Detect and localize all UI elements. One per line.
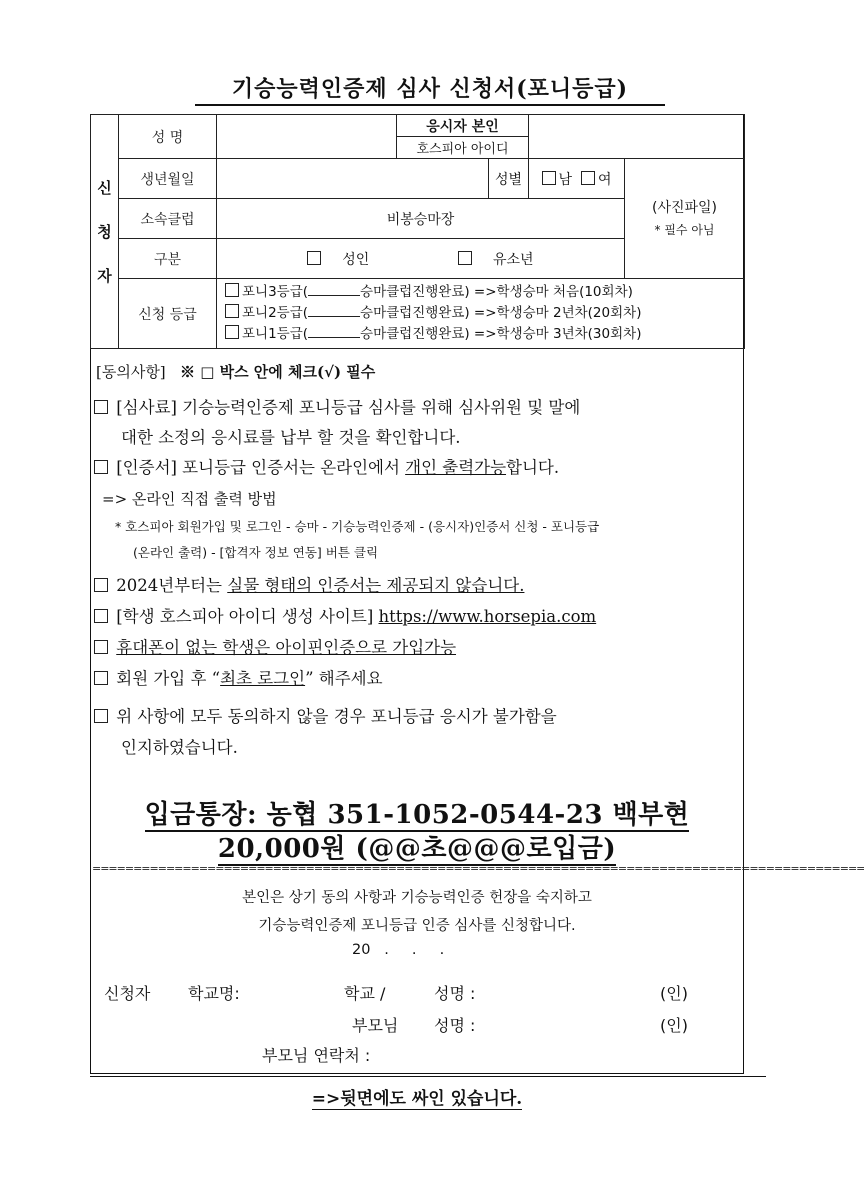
parent-seal: (인): [660, 1016, 688, 1035]
male-label: 남: [558, 171, 573, 188]
login-underlined: 최초 로그인: [220, 669, 306, 688]
photo-title: (사진파일): [651, 199, 718, 216]
separator-line: ==============================================================================================: [92, 862, 864, 875]
consent-item-fee: [94, 396, 580, 420]
birth-label: 생년월일: [119, 159, 217, 199]
bank-account: [90, 794, 744, 831]
student-seal: (인): [660, 984, 688, 1003]
youth-label: 유소년: [493, 251, 534, 268]
club-label: 소속클럽: [119, 199, 217, 239]
consent-item-site: [94, 605, 596, 629]
consent-item-agree: [94, 705, 557, 729]
physical-text: 2024년부터는: [116, 576, 228, 595]
online-note-line2: (온라인 출력) - [합격자 정보 연동] 버튼 클릭: [133, 545, 379, 560]
name-field[interactable]: [217, 115, 397, 159]
fee-checkbox[interactable]: [94, 400, 108, 414]
applicant-side-label: 신 청 자: [91, 115, 119, 349]
consent-item-physical: [94, 574, 524, 598]
certificate-underlined: 개인 출력가능: [405, 458, 507, 477]
bank-amount-text: 20,000원 (@@초@@@로입금): [217, 834, 617, 864]
grade-option-2: 포니2등급( 승마클럽진행완료) =>학생승마 2년차(20회차): [217, 303, 744, 324]
form-title: 기승능력인증제 심사 신청서(포니등급): [195, 74, 665, 106]
grade-options: [217, 279, 745, 349]
site-checkbox[interactable]: [94, 609, 108, 623]
parent-label: 부모님: [352, 1016, 399, 1035]
applicant-table: [90, 114, 745, 349]
horsepia-link[interactable]: https://www.horsepia.com: [378, 607, 597, 626]
horsepia-id-label: 호스피아 아이디: [397, 137, 529, 159]
birth-field[interactable]: [217, 159, 489, 199]
gender-label: 성별: [489, 159, 529, 199]
grade3-checkbox[interactable]: [225, 283, 239, 297]
adult-label: 성인: [342, 251, 370, 268]
female-label: 여: [597, 171, 612, 188]
grade-label: 신청 등급: [119, 279, 217, 349]
category-label: 구분: [119, 239, 217, 279]
physical-underlined: 실물 형태의 인증서는 제공되지 않습니다.: [227, 576, 525, 595]
login-text-end: ” 해주세요: [305, 669, 383, 688]
consent-header: [동의사항]: [96, 363, 166, 381]
photo-note: * 필수 아님: [654, 222, 715, 237]
female-checkbox[interactable]: [581, 171, 595, 185]
grade1-checkbox[interactable]: [225, 325, 239, 339]
consent-item-login: [94, 667, 383, 691]
declaration-line1: 본인은 상기 동의 사항과 기승능력인증 헌장을 숙지하고: [242, 890, 592, 906]
declaration-line2: 기승능력인증제 포니등급 인증 심사를 신청합니다.: [258, 918, 576, 934]
ipin-text: 휴대폰이 없는 학생은 아이핀인증으로 가입가능: [116, 638, 457, 657]
certificate-text-end: 합니다.: [506, 458, 560, 477]
category-options: [217, 239, 625, 279]
certificate-text: [인증서] 포니등급 인증서는 온라인에서: [116, 458, 406, 477]
declaration-date: 20 . . .: [352, 942, 445, 958]
gender-options: [529, 159, 625, 199]
online-note-line1: * 호스피아 회원가입 및 로그인 - 승마 - 기승능력인증제 - (응시자)인증서 신청 - 포니등급: [115, 519, 600, 534]
grade-option-3: 포니3등급( 승마클럽진행완료) =>학생승마 처음(10회차): [217, 282, 744, 303]
agree-checkbox[interactable]: [94, 709, 108, 723]
site-text: [학생 호스피아 아이디 생성 사이트]: [116, 607, 379, 626]
ipin-checkbox[interactable]: [94, 640, 108, 654]
photo-area[interactable]: [625, 159, 745, 279]
consent-header-row: [96, 360, 375, 384]
school-label: 학교 /: [344, 984, 386, 1003]
student-name-label: 성명 :: [434, 984, 476, 1003]
footer-note-text: =>뒷면에도 싸인 있습니다.: [311, 1089, 523, 1109]
grade-option-1: 포니1등급( 승마클럽진행완료) =>학생승마 3년차(30회차): [217, 324, 744, 345]
horsepia-id-field[interactable]: [529, 115, 745, 159]
youth-checkbox[interactable]: [458, 251, 472, 265]
certificate-checkbox[interactable]: [94, 460, 108, 474]
applicant-label: 신청자: [104, 984, 151, 1003]
online-method: => 온라인 직접 출력 방법: [102, 490, 277, 508]
physical-checkbox[interactable]: [94, 578, 108, 592]
consent-header-note: ※ □ 박스 안에 체크(√) 필수: [179, 363, 376, 381]
bank-amount: [90, 828, 744, 865]
applicant-self-label: 응시자 본인: [397, 115, 529, 137]
login-text: 회원 가입 후 “: [116, 669, 221, 688]
footer-divider: [90, 1076, 766, 1077]
consent-item-ipin: [94, 636, 456, 660]
agree-text-line2: 인지하였습니다.: [121, 738, 238, 757]
bank-account-text: 입금통장: 농협 351-1052-0544-23 백부현: [144, 800, 690, 830]
adult-checkbox[interactable]: [307, 251, 321, 265]
parent-name-label: 성명 :: [434, 1016, 476, 1035]
male-checkbox[interactable]: [542, 171, 556, 185]
footer-note: [90, 1084, 744, 1109]
consent-item-certificate: [94, 456, 559, 480]
agree-text-line1: 위 사항에 모두 동의하지 않을 경우 포니등급 응시가 불가함을: [116, 707, 557, 726]
fee-text-line2: 대한 소정의 응시료를 납부 할 것을 확인합니다.: [121, 428, 461, 447]
club-value: 비봉승마장: [217, 199, 625, 239]
grade2-checkbox[interactable]: [225, 304, 239, 318]
fee-text-line1: [심사료] 기승능력인증제 포니등급 심사를 위해 심사위원 및 말에: [116, 398, 581, 417]
login-checkbox[interactable]: [94, 671, 108, 685]
parent-contact-label: 부모님 연락처 :: [262, 1046, 371, 1065]
school-name-label: 학교명:: [188, 984, 240, 1003]
name-label: 성 명: [119, 115, 217, 159]
